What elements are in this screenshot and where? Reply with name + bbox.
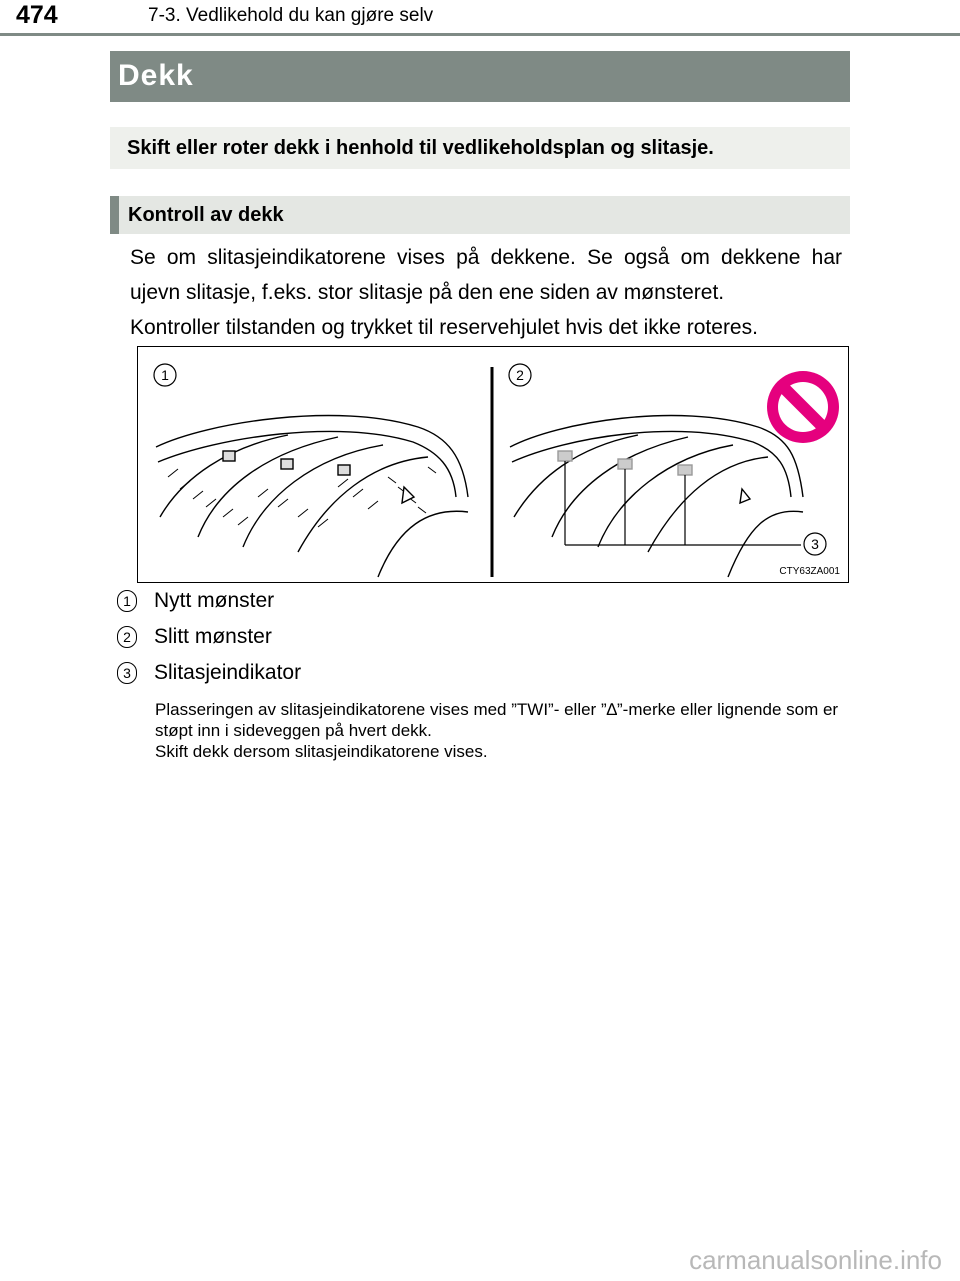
legend-label: Slitt mønster xyxy=(154,625,272,648)
figure-code: CTY63ZA001 xyxy=(779,566,840,577)
legend-number: 3 xyxy=(117,662,137,684)
tire-illustration-svg xyxy=(138,347,850,584)
paragraph-spare-wheel: Kontroller tilstanden og trykket til reservehjulet hvis det ikke roteres. xyxy=(130,316,758,339)
title-banner xyxy=(110,51,850,102)
page-number: 474 xyxy=(16,1,58,29)
note-line-location: Plasseringen av slitasjeindikatorene vises med ”TWI”- eller ”∆”-merke eller lignende som er støpt inn i sideveggen på hvert dekk. xyxy=(155,700,839,740)
legend-number: 2 xyxy=(117,626,137,648)
note-line-replace: Skift dekk dersom slitasjeindikatorene vises. xyxy=(155,742,488,761)
callout-2 xyxy=(509,364,531,386)
prohibition-icon xyxy=(767,371,839,443)
callout-3-label: 3 xyxy=(811,536,819,552)
legend-number: 1 xyxy=(117,590,137,612)
page-title: Dekk xyxy=(118,59,194,92)
callout-2-label: 2 xyxy=(516,367,524,383)
legend-label: Slitasjeindikator xyxy=(154,661,302,684)
callout-1-label: 1 xyxy=(161,367,169,383)
body-text xyxy=(130,240,842,345)
header-divider xyxy=(0,33,960,36)
callout-3 xyxy=(804,533,826,555)
section-heading-box xyxy=(110,196,850,234)
new-tire-drawing xyxy=(156,416,468,577)
paragraph-wear-check: Se om slitasjeindikatorene vises på dekkene. Se også om dekkene har ujevn slitasje, f.eks. stor slitasje på den ene siden av mønsteret. xyxy=(130,246,842,304)
intro-box xyxy=(110,127,850,169)
callout-1 xyxy=(154,364,176,386)
section-path: 7-3. Vedlikehold du kan gjøre selv xyxy=(148,5,434,26)
legend-label: Nytt mønster xyxy=(154,589,275,612)
intro-text: Skift eller roter dekk i henhold til vedlikeholdsplan og slitasje. xyxy=(127,137,714,159)
worn-tire-drawing xyxy=(510,416,803,577)
indicator-note xyxy=(155,699,855,762)
section-heading: Kontroll av dekk xyxy=(128,204,284,226)
watermark: carmanualsonline.info xyxy=(689,1245,942,1275)
tire-illustration xyxy=(137,346,849,583)
